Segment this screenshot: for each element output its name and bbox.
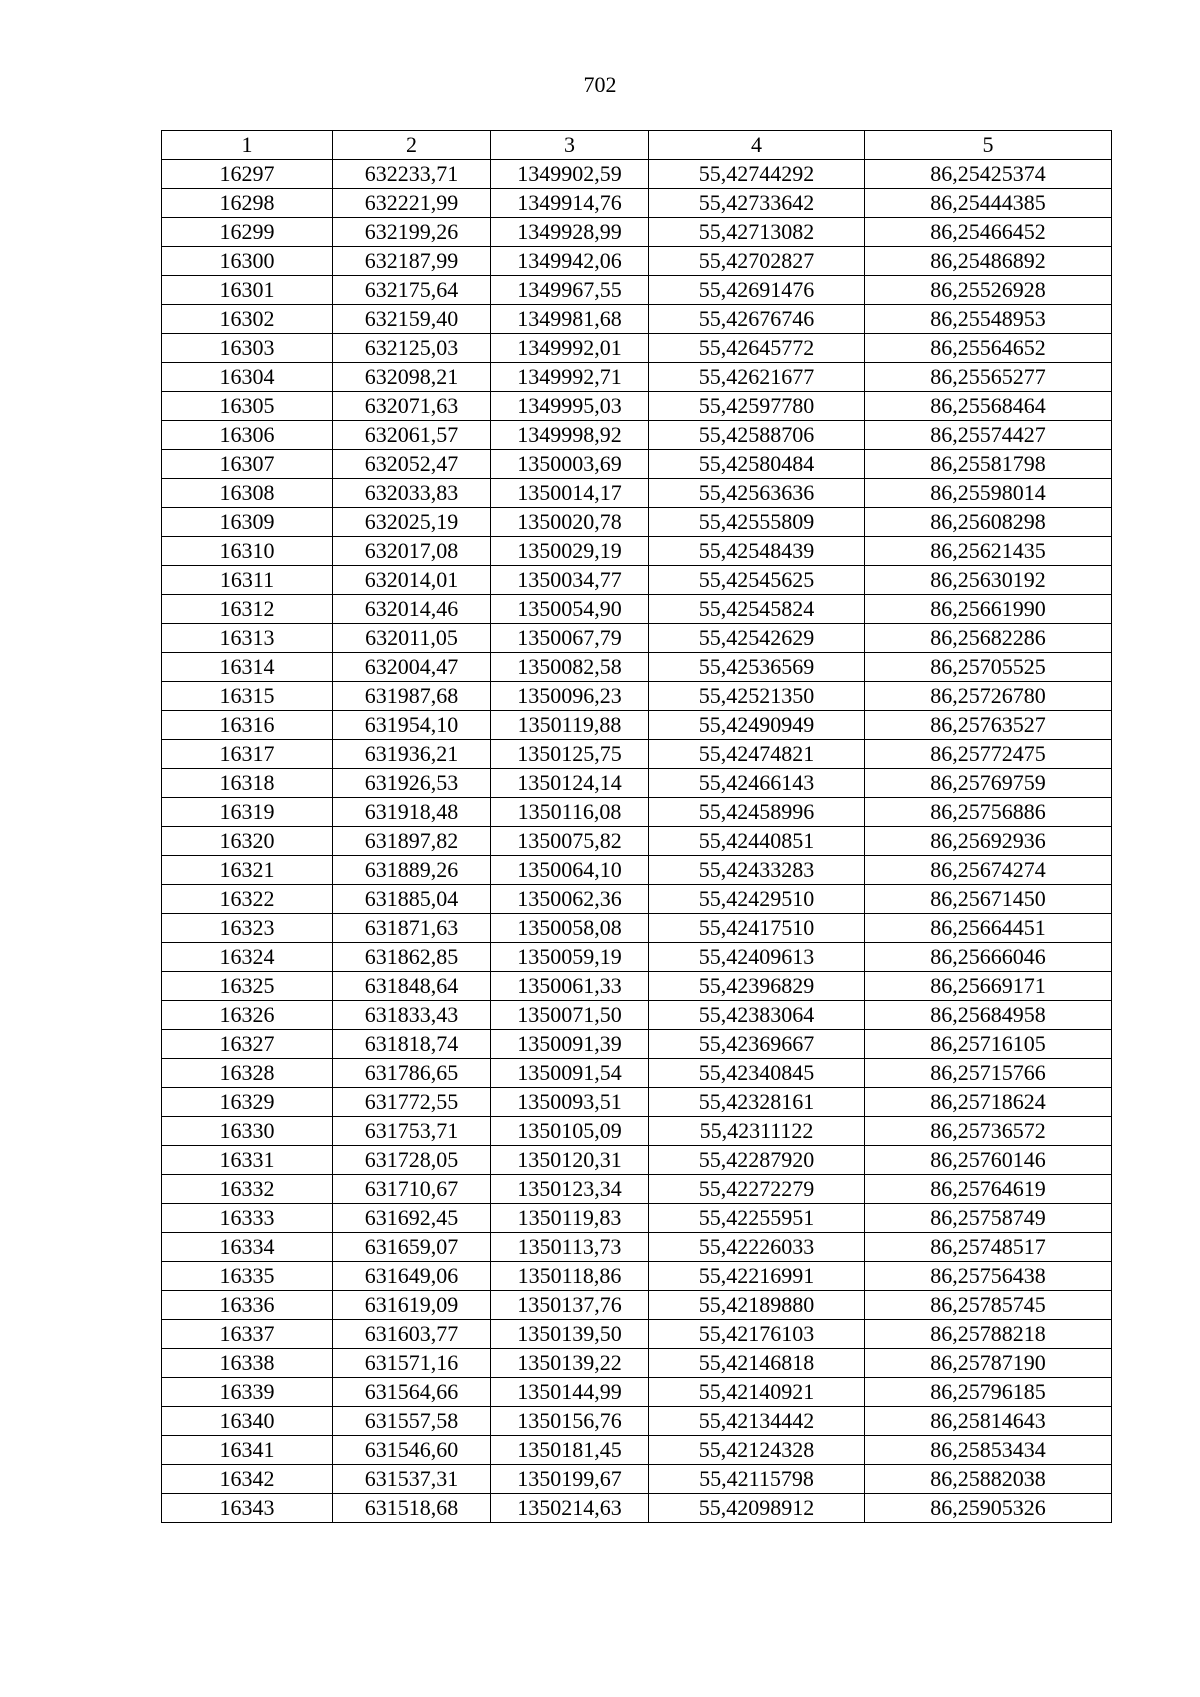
table-cell: 86,25853434 [865, 1436, 1112, 1465]
table-cell: 1350144,99 [491, 1378, 649, 1407]
table-cell: 16339 [162, 1378, 333, 1407]
table-cell: 55,42545625 [649, 566, 865, 595]
column-header: 4 [649, 131, 865, 160]
table-cell: 86,25674274 [865, 856, 1112, 885]
table-row [162, 682, 1112, 711]
table-cell: 55,42555809 [649, 508, 865, 537]
table-cell: 55,42311122 [649, 1117, 865, 1146]
table-cell: 16341 [162, 1436, 333, 1465]
table-cell: 55,42521350 [649, 682, 865, 711]
table-cell: 16304 [162, 363, 333, 392]
table-cell: 86,25664451 [865, 914, 1112, 943]
table-cell: 1350137,76 [491, 1291, 649, 1320]
table-cell: 16311 [162, 566, 333, 595]
table-row [162, 1262, 1112, 1291]
table-cell: 86,25705525 [865, 653, 1112, 682]
table-cell: 86,25905326 [865, 1494, 1112, 1523]
table-cell: 632033,83 [333, 479, 491, 508]
table-cell: 632187,99 [333, 247, 491, 276]
table-cell: 16331 [162, 1146, 333, 1175]
table-row [162, 1349, 1112, 1378]
table-cell: 1350014,17 [491, 479, 649, 508]
table-cell: 86,25671450 [865, 885, 1112, 914]
table-row [162, 1117, 1112, 1146]
table-cell: 632175,64 [333, 276, 491, 305]
table-cell: 16342 [162, 1465, 333, 1494]
table-cell: 16310 [162, 537, 333, 566]
table-cell: 86,25661990 [865, 595, 1112, 624]
table-cell: 1350096,23 [491, 682, 649, 711]
table-row [162, 769, 1112, 798]
table-cell: 16337 [162, 1320, 333, 1349]
table-cell: 1350118,86 [491, 1262, 649, 1291]
table-cell: 55,42621677 [649, 363, 865, 392]
table-cell: 631772,55 [333, 1088, 491, 1117]
table-cell: 16332 [162, 1175, 333, 1204]
table-cell: 631871,63 [333, 914, 491, 943]
table-cell: 631897,82 [333, 827, 491, 856]
table-cell: 631619,09 [333, 1291, 491, 1320]
table-cell: 16301 [162, 276, 333, 305]
table-cell: 86,25486892 [865, 247, 1112, 276]
table-cell: 16297 [162, 160, 333, 189]
table-row [162, 1465, 1112, 1494]
table-cell: 55,42396829 [649, 972, 865, 1001]
table-cell: 55,42255951 [649, 1204, 865, 1233]
table-row [162, 1494, 1112, 1523]
table-cell: 1350181,45 [491, 1436, 649, 1465]
table-cell: 86,25574427 [865, 421, 1112, 450]
table-cell: 55,42189880 [649, 1291, 865, 1320]
table-cell: 86,25621435 [865, 537, 1112, 566]
table-row [162, 885, 1112, 914]
table-row [162, 1030, 1112, 1059]
table-cell: 631862,85 [333, 943, 491, 972]
table-cell: 55,42369667 [649, 1030, 865, 1059]
table-row [162, 653, 1112, 682]
table-cell: 86,25758749 [865, 1204, 1112, 1233]
table-cell: 631518,68 [333, 1494, 491, 1523]
table-cell: 16340 [162, 1407, 333, 1436]
table-cell: 55,42645772 [649, 334, 865, 363]
table-cell: 16328 [162, 1059, 333, 1088]
coordinates-table [161, 130, 1112, 1523]
table-row [162, 1001, 1112, 1030]
table-cell: 55,42383064 [649, 1001, 865, 1030]
table-cell: 16307 [162, 450, 333, 479]
table-row [162, 1291, 1112, 1320]
table-cell: 1350082,58 [491, 653, 649, 682]
table-cell: 55,42542629 [649, 624, 865, 653]
table-cell: 55,42146818 [649, 1349, 865, 1378]
table-cell: 16309 [162, 508, 333, 537]
table-cell: 631649,06 [333, 1262, 491, 1291]
table-cell: 1350064,10 [491, 856, 649, 885]
table-cell: 632071,63 [333, 392, 491, 421]
table-cell: 1349902,59 [491, 160, 649, 189]
table-cell: 55,42134442 [649, 1407, 865, 1436]
table-cell: 16303 [162, 334, 333, 363]
table-cell: 1350119,88 [491, 711, 649, 740]
table-cell: 55,42713082 [649, 218, 865, 247]
table-cell: 55,42458996 [649, 798, 865, 827]
table-cell: 631603,77 [333, 1320, 491, 1349]
table-cell: 86,25630192 [865, 566, 1112, 595]
table-cell: 1350067,79 [491, 624, 649, 653]
table-row [162, 276, 1112, 305]
table-cell: 55,42490949 [649, 711, 865, 740]
table-cell: 631918,48 [333, 798, 491, 827]
table-body [162, 160, 1112, 1523]
table-cell: 55,42466143 [649, 769, 865, 798]
table-cell: 16335 [162, 1262, 333, 1291]
table-cell: 632199,26 [333, 218, 491, 247]
table-row [162, 711, 1112, 740]
table-cell: 55,42676746 [649, 305, 865, 334]
table-cell: 16333 [162, 1204, 333, 1233]
table-cell: 1350003,69 [491, 450, 649, 479]
table-row [162, 363, 1112, 392]
table-cell: 1350139,50 [491, 1320, 649, 1349]
table-cell: 55,42580484 [649, 450, 865, 479]
table-cell: 86,25682286 [865, 624, 1112, 653]
table-header-row [162, 131, 1112, 160]
table-cell: 86,25882038 [865, 1465, 1112, 1494]
table-cell: 86,25548953 [865, 305, 1112, 334]
table-cell: 55,42588706 [649, 421, 865, 450]
table-cell: 16324 [162, 943, 333, 972]
table-cell: 86,25669171 [865, 972, 1112, 1001]
table-cell: 55,42140921 [649, 1378, 865, 1407]
table-cell: 631954,10 [333, 711, 491, 740]
table-cell: 86,25715766 [865, 1059, 1112, 1088]
table-cell: 86,25565277 [865, 363, 1112, 392]
column-header: 3 [491, 131, 649, 160]
table-cell: 631710,67 [333, 1175, 491, 1204]
table-cell: 1350062,36 [491, 885, 649, 914]
table-cell: 86,25425374 [865, 160, 1112, 189]
table-cell: 16315 [162, 682, 333, 711]
table-row [162, 1059, 1112, 1088]
table-row [162, 305, 1112, 334]
table-cell: 16321 [162, 856, 333, 885]
table-cell: 1350059,19 [491, 943, 649, 972]
table-cell: 86,25684958 [865, 1001, 1112, 1030]
table-cell: 631818,74 [333, 1030, 491, 1059]
table-cell: 55,42548439 [649, 537, 865, 566]
table-row [162, 189, 1112, 218]
table-cell: 1350093,51 [491, 1088, 649, 1117]
table-cell: 632061,57 [333, 421, 491, 450]
table-cell: 1350156,76 [491, 1407, 649, 1436]
table-cell: 55,42098912 [649, 1494, 865, 1523]
table-cell: 631571,16 [333, 1349, 491, 1378]
table-cell: 86,25756886 [865, 798, 1112, 827]
table-cell: 55,42115798 [649, 1465, 865, 1494]
table-row [162, 943, 1112, 972]
table-row [162, 1233, 1112, 1262]
table-cell: 1350116,08 [491, 798, 649, 827]
table-cell: 1350123,34 [491, 1175, 649, 1204]
table-row [162, 392, 1112, 421]
table-cell: 16317 [162, 740, 333, 769]
table-cell: 16306 [162, 421, 333, 450]
table-cell: 632004,47 [333, 653, 491, 682]
table-cell: 632014,46 [333, 595, 491, 624]
table-cell: 1350139,22 [491, 1349, 649, 1378]
table-cell: 631753,71 [333, 1117, 491, 1146]
table-cell: 1350020,78 [491, 508, 649, 537]
table-cell: 632014,01 [333, 566, 491, 595]
table-cell: 1349981,68 [491, 305, 649, 334]
table-cell: 16318 [162, 769, 333, 798]
table-row [162, 740, 1112, 769]
table-cell: 1350120,31 [491, 1146, 649, 1175]
table-cell: 55,42409613 [649, 943, 865, 972]
table-cell: 1350113,73 [491, 1233, 649, 1262]
table-cell: 86,25760146 [865, 1146, 1112, 1175]
table-cell: 16323 [162, 914, 333, 943]
table-cell: 632052,47 [333, 450, 491, 479]
table-row [162, 247, 1112, 276]
table-cell: 1350125,75 [491, 740, 649, 769]
table-cell: 55,42733642 [649, 189, 865, 218]
table-row [162, 1407, 1112, 1436]
table-cell: 55,42545824 [649, 595, 865, 624]
table-cell: 55,42702827 [649, 247, 865, 276]
table-cell: 1350091,39 [491, 1030, 649, 1059]
table-cell: 16322 [162, 885, 333, 914]
table-cell: 1350058,08 [491, 914, 649, 943]
table-cell: 55,42272279 [649, 1175, 865, 1204]
table-cell: 16320 [162, 827, 333, 856]
table-cell: 1350054,90 [491, 595, 649, 624]
table-cell: 1349998,92 [491, 421, 649, 450]
table-cell: 631848,64 [333, 972, 491, 1001]
table-cell: 86,25764619 [865, 1175, 1112, 1204]
table-cell: 16298 [162, 189, 333, 218]
table-cell: 632125,03 [333, 334, 491, 363]
table-cell: 16316 [162, 711, 333, 740]
table-cell: 632233,71 [333, 160, 491, 189]
table-cell: 16300 [162, 247, 333, 276]
table-cell: 16299 [162, 218, 333, 247]
table-row [162, 1146, 1112, 1175]
table-cell: 632159,40 [333, 305, 491, 334]
table-cell: 86,25756438 [865, 1262, 1112, 1291]
table-cell: 16330 [162, 1117, 333, 1146]
table-row [162, 595, 1112, 624]
table-cell: 86,25787190 [865, 1349, 1112, 1378]
table-cell: 86,25736572 [865, 1117, 1112, 1146]
table-row [162, 508, 1112, 537]
table-cell: 1350119,83 [491, 1204, 649, 1233]
table-cell: 631728,05 [333, 1146, 491, 1175]
table-cell: 1350029,19 [491, 537, 649, 566]
table-cell: 16327 [162, 1030, 333, 1059]
table-row [162, 160, 1112, 189]
table-cell: 632017,08 [333, 537, 491, 566]
table-cell: 632011,05 [333, 624, 491, 653]
table-cell: 631659,07 [333, 1233, 491, 1262]
table-cell: 16336 [162, 1291, 333, 1320]
table-cell: 1350034,77 [491, 566, 649, 595]
table-cell: 55,42429510 [649, 885, 865, 914]
table-cell: 55,42536569 [649, 653, 865, 682]
table-cell: 16338 [162, 1349, 333, 1378]
table-cell: 16329 [162, 1088, 333, 1117]
table-cell: 16312 [162, 595, 333, 624]
table-cell: 86,25466452 [865, 218, 1112, 247]
table-cell: 86,25608298 [865, 508, 1112, 537]
table-cell: 1350214,63 [491, 1494, 649, 1523]
table-cell: 1349992,01 [491, 334, 649, 363]
table-cell: 86,25763527 [865, 711, 1112, 740]
table-cell: 1349992,71 [491, 363, 649, 392]
table-row [162, 856, 1112, 885]
table-cell: 631987,68 [333, 682, 491, 711]
table-cell: 631889,26 [333, 856, 491, 885]
table-cell: 55,42124328 [649, 1436, 865, 1465]
table-cell: 55,42287920 [649, 1146, 865, 1175]
table-cell: 86,25581798 [865, 450, 1112, 479]
table-cell: 1350199,67 [491, 1465, 649, 1494]
table-cell: 632221,99 [333, 189, 491, 218]
table-cell: 86,25788218 [865, 1320, 1112, 1349]
table-cell: 86,25666046 [865, 943, 1112, 972]
table-cell: 631537,31 [333, 1465, 491, 1494]
table-row [162, 1088, 1112, 1117]
table-cell: 55,42176103 [649, 1320, 865, 1349]
table-row [162, 1204, 1112, 1233]
table-cell: 631692,45 [333, 1204, 491, 1233]
table-cell: 86,25568464 [865, 392, 1112, 421]
table-cell: 631786,65 [333, 1059, 491, 1088]
table-cell: 632025,19 [333, 508, 491, 537]
table-cell: 86,25796185 [865, 1378, 1112, 1407]
table-row [162, 1436, 1112, 1465]
table-row [162, 1378, 1112, 1407]
table-cell: 16308 [162, 479, 333, 508]
table-cell: 16343 [162, 1494, 333, 1523]
column-header: 2 [333, 131, 491, 160]
table-row [162, 566, 1112, 595]
table-cell: 1349942,06 [491, 247, 649, 276]
table-cell: 631564,66 [333, 1378, 491, 1407]
table-cell: 55,42691476 [649, 276, 865, 305]
table-row [162, 827, 1112, 856]
table-row [162, 914, 1112, 943]
table-header [162, 131, 1112, 160]
table-cell: 55,42340845 [649, 1059, 865, 1088]
table-cell: 16314 [162, 653, 333, 682]
table-cell: 1349914,76 [491, 189, 649, 218]
table-cell: 55,42474821 [649, 740, 865, 769]
table-cell: 86,25598014 [865, 479, 1112, 508]
table-cell: 1350061,33 [491, 972, 649, 1001]
table-cell: 16305 [162, 392, 333, 421]
table-cell: 55,42216991 [649, 1262, 865, 1291]
table-row [162, 450, 1112, 479]
page-number: 702 [583, 72, 617, 97]
table-cell: 55,42433283 [649, 856, 865, 885]
table-row [162, 798, 1112, 827]
table-cell: 631936,21 [333, 740, 491, 769]
table-row [162, 334, 1112, 363]
table-cell: 631557,58 [333, 1407, 491, 1436]
table-row [162, 1320, 1112, 1349]
table-cell: 16319 [162, 798, 333, 827]
table-cell: 631833,43 [333, 1001, 491, 1030]
table-cell: 55,42328161 [649, 1088, 865, 1117]
table-cell: 631546,60 [333, 1436, 491, 1465]
table-row [162, 624, 1112, 653]
table-cell: 55,42417510 [649, 914, 865, 943]
table-cell: 86,25718624 [865, 1088, 1112, 1117]
table-row [162, 1175, 1112, 1204]
table-cell: 16325 [162, 972, 333, 1001]
table-cell: 1349967,55 [491, 276, 649, 305]
column-header: 5 [865, 131, 1112, 160]
table-cell: 631926,53 [333, 769, 491, 798]
table-cell: 16302 [162, 305, 333, 334]
table-cell: 86,25726780 [865, 682, 1112, 711]
table-cell: 86,25444385 [865, 189, 1112, 218]
table-cell: 86,25526928 [865, 276, 1112, 305]
table-cell: 631885,04 [333, 885, 491, 914]
table-row [162, 972, 1112, 1001]
table-cell: 16313 [162, 624, 333, 653]
table-cell: 1350075,82 [491, 827, 649, 856]
table-cell: 1350105,09 [491, 1117, 649, 1146]
table-cell: 1350124,14 [491, 769, 649, 798]
table-row [162, 537, 1112, 566]
table-cell: 632098,21 [333, 363, 491, 392]
table-row [162, 218, 1112, 247]
table-cell: 16334 [162, 1233, 333, 1262]
table-cell: 55,42440851 [649, 827, 865, 856]
table-cell: 86,25692936 [865, 827, 1112, 856]
table-cell: 55,42744292 [649, 160, 865, 189]
table-cell: 86,25772475 [865, 740, 1112, 769]
table-cell: 55,42597780 [649, 392, 865, 421]
table-cell: 86,25769759 [865, 769, 1112, 798]
table-cell: 86,25564652 [865, 334, 1112, 363]
column-header: 1 [162, 131, 333, 160]
table-row [162, 421, 1112, 450]
table-cell: 55,42563636 [649, 479, 865, 508]
table-cell: 1350071,50 [491, 1001, 649, 1030]
table-cell: 86,25785745 [865, 1291, 1112, 1320]
table-row [162, 479, 1112, 508]
table-cell: 55,42226033 [649, 1233, 865, 1262]
table-cell: 1349928,99 [491, 218, 649, 247]
table-cell: 1349995,03 [491, 392, 649, 421]
table-cell: 1350091,54 [491, 1059, 649, 1088]
table-cell: 86,25716105 [865, 1030, 1112, 1059]
table-cell: 86,25814643 [865, 1407, 1112, 1436]
table-cell: 16326 [162, 1001, 333, 1030]
table-cell: 86,25748517 [865, 1233, 1112, 1262]
